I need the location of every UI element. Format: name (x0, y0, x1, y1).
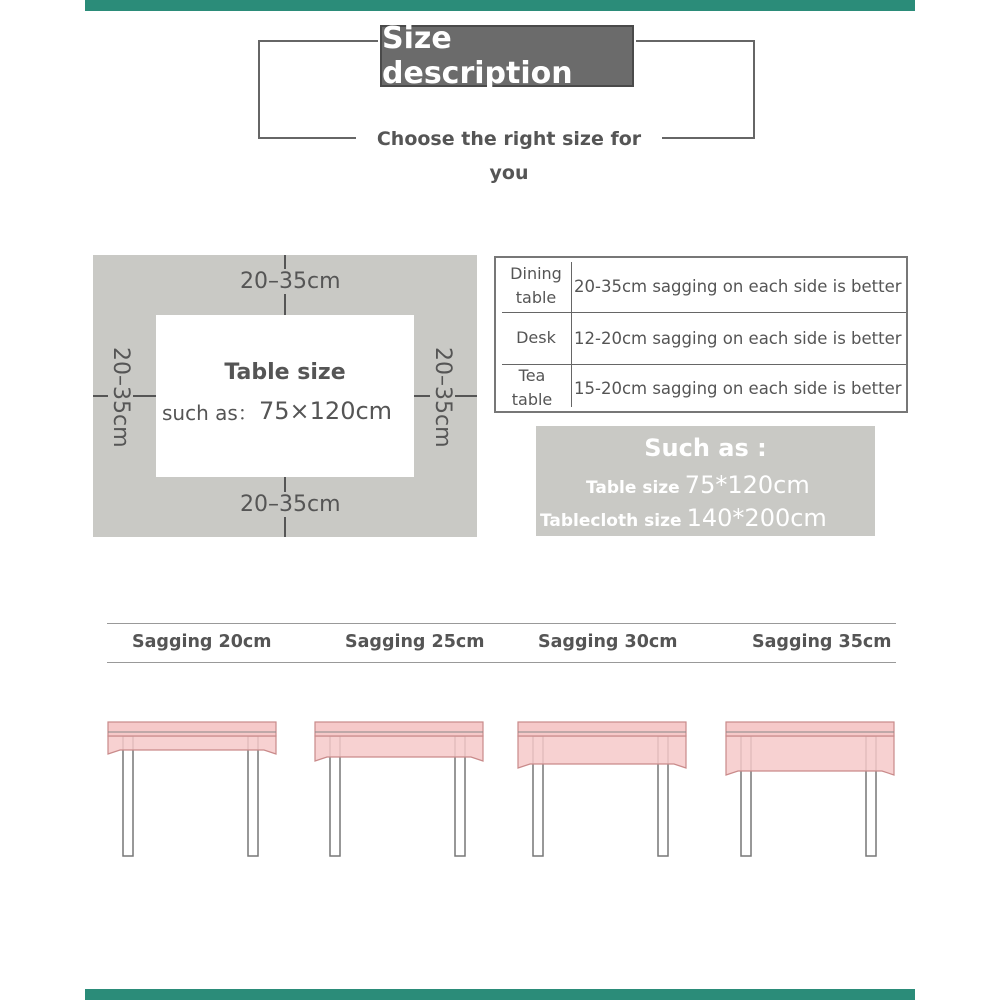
tablecloth-drape (315, 736, 483, 761)
tablecloth-drape (518, 736, 686, 768)
top-accent-bar (85, 0, 915, 11)
table-size-label: Table size (224, 360, 346, 385)
row-divider (502, 312, 906, 313)
table-drawing (106, 718, 278, 860)
page-title: Size description (380, 25, 634, 87)
sagging-label: Sagging 25cm (345, 632, 485, 652)
example-table-label: Table size (586, 478, 680, 498)
table-advice: 20-35cm sagging on each side is better (574, 276, 902, 296)
table-row (502, 314, 906, 362)
table-row (502, 262, 906, 310)
example-table-value: 75*120cm (684, 471, 810, 499)
such-as-label: such as： (162, 401, 258, 425)
table-drawing (516, 718, 688, 860)
sagging-label: Sagging 30cm (538, 632, 678, 652)
example-cloth-value: 140*200cm (686, 504, 827, 532)
table-leg (123, 736, 133, 856)
table-type: Dining table (510, 264, 562, 307)
tablecloth-top (518, 722, 686, 736)
sagging-rule-top (107, 623, 896, 624)
table-drawing (724, 718, 896, 860)
header-frame-line-left (258, 137, 356, 139)
tablecloth-top (726, 722, 894, 736)
sagging-label: Sagging 20cm (132, 632, 272, 652)
table-size-value: 75×120cm (259, 397, 393, 425)
table-row (502, 364, 906, 412)
tablecloth-top (108, 722, 276, 736)
example-cloth-line (540, 504, 827, 532)
bottom-accent-bar (85, 989, 915, 1000)
table-advice: 12-20cm sagging on each side is better (574, 328, 902, 348)
dimension-top: 20–35cm (240, 269, 341, 294)
table-svg (313, 718, 485, 860)
sagging-label: Sagging 35cm (752, 632, 892, 652)
example-table-line (586, 471, 810, 499)
dimension-right-text: 20–35cm (430, 347, 455, 448)
tablecloth-drape (726, 736, 894, 775)
table-svg (516, 718, 688, 860)
table-svg (106, 718, 278, 860)
tablecloth-top (315, 722, 483, 736)
title-badge (378, 23, 636, 89)
recommendation-table (494, 256, 908, 413)
dimension-left-text: 20–35cm (108, 347, 133, 448)
table-leg (248, 736, 258, 856)
table-advice: 15-20cm sagging on each side is better (574, 378, 902, 398)
example-box (536, 426, 875, 536)
header-frame-line-right (662, 137, 755, 139)
table-drawing (313, 718, 485, 860)
table-top-illustration (156, 315, 414, 477)
dimension-bottom: 20–35cm (240, 492, 341, 517)
example-title: Such as : (644, 434, 767, 462)
sagging-rule-bottom (107, 662, 896, 663)
table-svg (724, 718, 896, 860)
size-diagram (93, 255, 477, 537)
page-subtitle: Choose the right size for you (356, 122, 662, 156)
table-type: Tea table (511, 366, 553, 409)
table-type: Desk (516, 328, 556, 347)
example-cloth-label: Tablecloth size (540, 511, 682, 531)
